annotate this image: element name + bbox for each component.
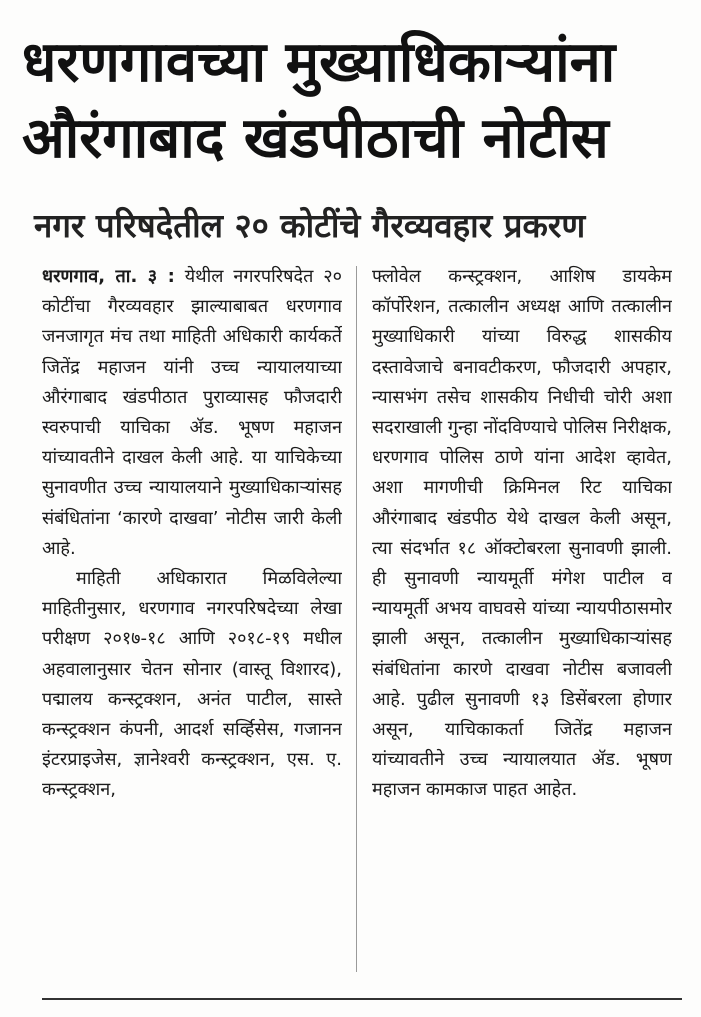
headline-line-1: धरणगावच्या मुख्याधिकाऱ्यांना	[22, 30, 616, 95]
dateline: धरणगाव, ता. ३ :	[42, 266, 175, 287]
bottom-rule	[42, 998, 682, 1000]
article-column-left	[42, 262, 342, 806]
article-column-right	[372, 262, 672, 806]
headline-line-2: औरंगाबाद खंडपीठाची नोटीस	[22, 106, 609, 171]
article-paragraph-2: माहिती अधिकारात मिळविलेल्या माहितीनुसार, धरणगाव नगरपरिषदेच्या लेखा परीक्षण २०१७-१८ आणि २०१८-१९ मधील अहवालानुसार चेतन सोनार (वास्तू विशारद), पद्मालय कन्स्ट्रक्शन, अनंत पाटील, सास्ते कन्स्ट्रक्शन कंपनी, आदर्श सर्व्हिसेस, गजानन इंटरप्राइजेस, ज्ञानेश्वरी कन्स्ट्रक्शन, एस. ए. कन्स्ट्रक्शन,	[42, 568, 342, 801]
subheadline: नगर परिषदेतील २० कोटींचे गैरव्यवहार प्रकरण	[34, 206, 586, 245]
paragraph-1-text: येथील नगरपरिषदेत २० कोटींचा गैरव्यवहार झाल्याबाबत धरणगाव जनजागृत मंच तथा माहिती अधिकारी कार्यकर्ते जितेंद्र महाजन यांनी उच्च न्यायालयाच्या औरंगाबाद खंडपीठात पुराव्यासह फौजदारी स्वरुपाची याचिका ॲड. भूषण महाजन यांच्यावतीने दाखल केली आहे. या याचिकेच्या सुनावणीत उच्च न्यायालयाने मुख्याधिकाऱ्यांसह संबंधितांना ‘कारणे दाखवा’ नोटीस जारी केली आहे.	[42, 266, 342, 559]
article-paragraph-continued: फ्लोवेल कन्स्ट्रक्शन, आशिष डायकेम कॉर्पोरेशन, तत्कालीन अध्यक्ष आणि तत्कालीन मुख्याधिकारी यांच्या विरुद्ध शासकीय दस्तावेजाचे बनावटीकरण, फौजदारी अपहार, न्यासभंग तसेच शासकीय निधीची चोरी अशा सदराखाली गुन्हा नोंदविण्याचे पोलिस निरीक्षक, धरणगाव पोलिस ठाणे यांना आदेश व्हावेत, अशा मागणीची क्रिमिनल रिट याचिका औरंगाबाद खंडपीठ येथे दाखल केली असून, त्या संदर्भात १८ ऑक्टोबरला सुनावणी झाली. ही सुनावणी न्यायमूर्ती मंगेश पाटील व न्यायमूर्ती अभय वाघवसे यांच्या न्यायपीठासमोर झाली असून, तत्कालीन मुख्याधिकाऱ्यांसह संबंधितांना कारणे दाखवा नोटीस बजावली आहे. पुढील सुनावणी १३ डिसेंबरला होणार असून, याचिकाकर्ता जितेंद्र महाजन यांच्यावतीने उच्च न्यायालयात ॲड. भूषण महाजन कामकाज पाहत आहेत.	[372, 266, 672, 801]
article-paragraph-1	[42, 262, 342, 564]
column-divider	[356, 266, 357, 972]
